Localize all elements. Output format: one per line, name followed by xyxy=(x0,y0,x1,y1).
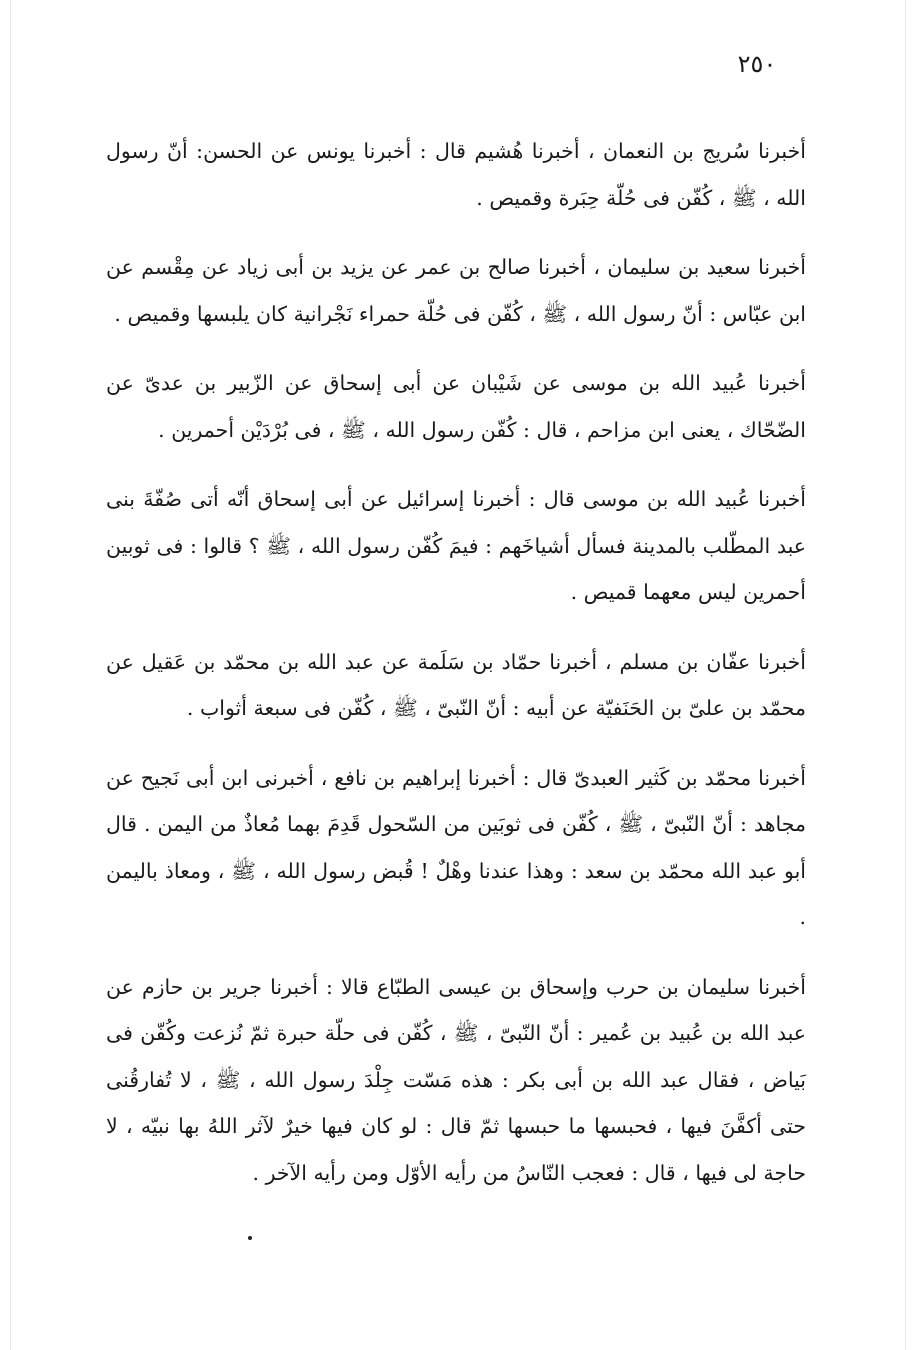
page-body xyxy=(106,128,806,1219)
paragraph: أخبرنا عفّان بن مسلم ، أخبرنا حمّاد بن سَلَمة عن عبد الله بن محمّد بن عَقيل عن محمّد بن علىّ بن الحَنَفيّة عن أبيه : أنّ النّبىّ ، ﷺ ، كُفّن فى سبعة أثواب . xyxy=(106,649,806,720)
paragraph: أخبرنا محمّد بن كَثير العبدىّ قال : أخبرنا إبراهيم بن نافع ، أخبرنى ابن أبى نَجيح عن مجاهد : أنّ النّبىّ ، ﷺ ، كُفّن فى ثوبَين من السّحول قَدِمَ بهما مُعاذٌ من اليمن . قال أبو عبد الله محمّد بن سعد : وهذا عندنا وهْلٌ ! قُبض رسول الله ، ﷺ ، ومعاذ باليمن . xyxy=(106,765,806,929)
ink-speck xyxy=(248,1236,252,1240)
paragraph: أخبرنا سعيد بن سليمان ، أخبرنا صالح بن عمر عن يزيد بن أبى زياد عن مِقْسم عن ابن عبّاس : أنّ رسول الله ، ﷺ ، كُفّن فى حُلّة حمراء نَجْرانية كان يلبسها وقميص . xyxy=(106,255,806,326)
page-number: ٢٥٠ xyxy=(737,50,777,78)
paragraph: أخبرنا سُريج بن النعمان ، أخبرنا هُشيم قال : أخبرنا يونس عن الحسن: أنّ رسول الله ، ﷺ ، كُفّن فى حُلّة حِبَرة وقميص . xyxy=(106,139,806,210)
scan-edge-left xyxy=(10,0,11,1350)
paragraph: أخبرنا عُبيد الله بن موسى قال : أخبرنا إسرائيل عن أبى إسحاق أنّه أتى صُفّةَ بنى عبد المطّلب بالمدينة فسأل أشياخَهم : فيمَ كُفّن رسول الله ، ﷺ ؟ قالوا : فى ثوبين أحمرين ليس معهما قميص . xyxy=(106,487,806,604)
paragraph: أخبرنا عُبيد الله بن موسى عن شَيْبان عن أبى إسحاق عن الزّبير بن عدىّ عن الضّحّاك ، يعنى ابن مزاحم ، قال : كُفّن رسول الله ، ﷺ ، فى بُرْدَيْن أحمرين . xyxy=(106,371,806,442)
scan-edge-right xyxy=(905,0,906,1350)
paragraph: أخبرنا سليمان بن حرب وإسحاق بن عيسى الطبّاع قالا : أخبرنا جرير بن حازم عن عبد الله بن عُبيد بن عُمير : أنّ النّبىّ ، ﷺ ، كُفّن فى حلّة حبرة ثمّ نُزعت وكُفّن فى بَياض ، فقال عبد الله بن أبى بكر : هذه مَسّت جِلْدَ رسول الله ، ﷺ ، لا تُفارقُنى حتى أكفَّنَ فيها ، فحبسها ما حبسها ثمّ قال : لو كان فيها خيرٌ لآثر اللهُ بها نبيّه ، لا حاجة لى فيها ، قال : فعجب النّاسُ من رأيه الأوّل ومن رأيه الآخر . xyxy=(106,974,806,1185)
